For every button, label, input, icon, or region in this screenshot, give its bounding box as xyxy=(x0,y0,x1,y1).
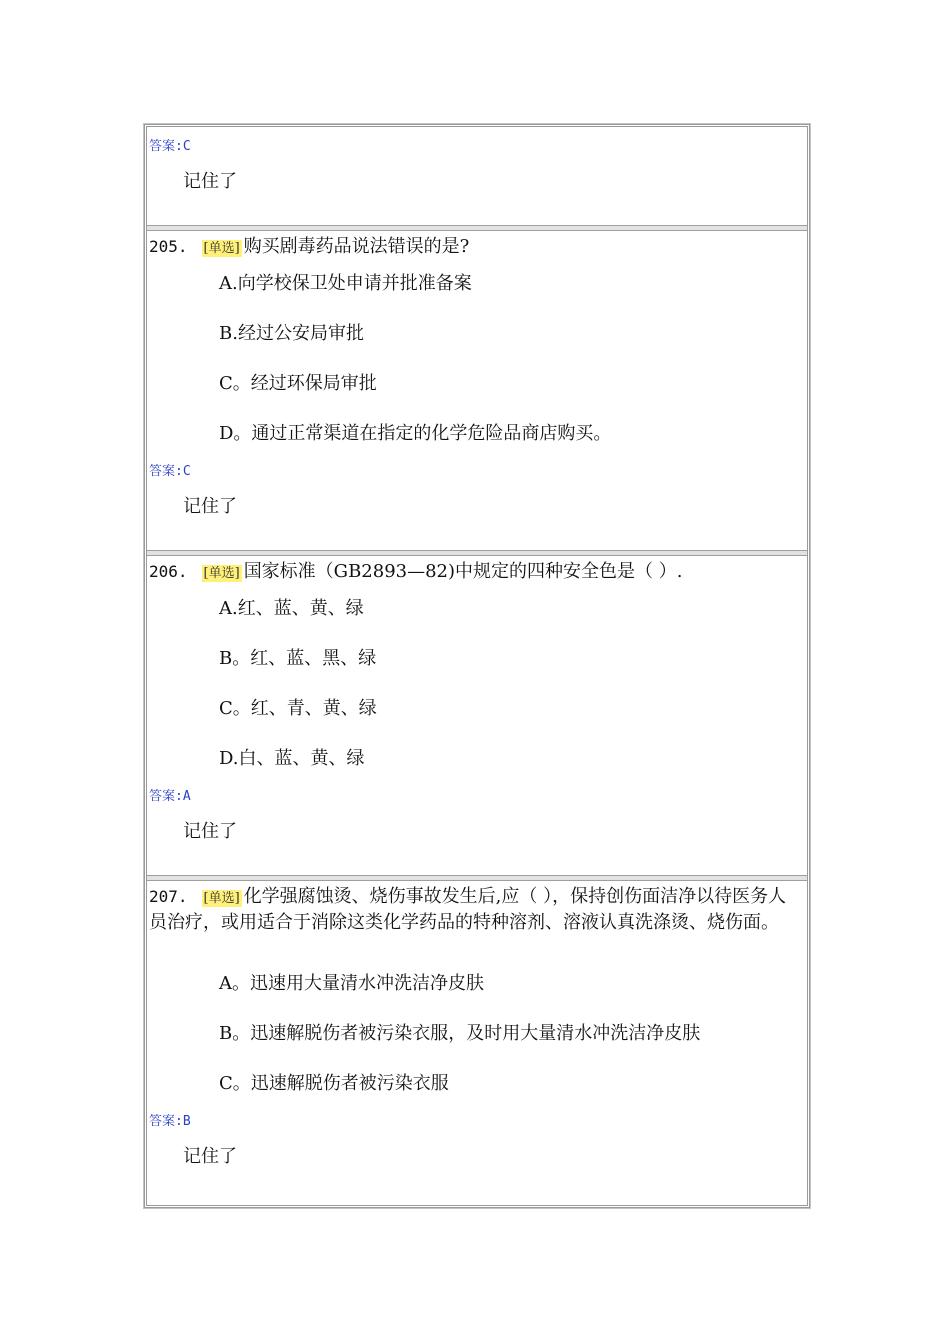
option-a[interactable]: A。迅速用大量清水冲洗洁净皮肤 xyxy=(219,973,484,994)
option-c[interactable]: C。红、青、黄、绿 xyxy=(219,698,377,719)
option-b[interactable]: B。红、蓝、黑、绿 xyxy=(219,648,377,669)
question-number: 205. xyxy=(149,237,188,256)
question-text: 购买剧毒药品说法错误的是? xyxy=(243,236,470,257)
question-number: 206. xyxy=(149,562,188,581)
question-206-stem xyxy=(149,560,803,586)
question-text: 国家标准（GB2893—82)中规定的四种安全色是（ ）. xyxy=(243,561,683,582)
answer-label: 答案:A xyxy=(149,789,191,804)
option-d[interactable]: D.白、蓝、黄、绿 xyxy=(219,748,365,769)
option-c[interactable]: C。迅速解脱伤者被污染衣服 xyxy=(219,1073,449,1094)
remember-link[interactable]: 记住了 xyxy=(183,171,237,192)
section-divider xyxy=(147,875,807,881)
remember-link[interactable]: 记住了 xyxy=(183,821,237,842)
question-type-tag: [单选] xyxy=(203,241,240,256)
question-205-stem xyxy=(149,235,803,261)
option-b[interactable]: B。迅速解脱伤者被污染衣服，及时用大量清水冲洗洁净皮肤 xyxy=(219,1023,701,1044)
remember-link[interactable]: 记住了 xyxy=(183,496,237,517)
question-type-tag: [单选] xyxy=(203,566,240,581)
answer-label: 答案:C xyxy=(149,139,191,154)
section-divider xyxy=(147,550,807,556)
question-list-frame xyxy=(144,124,810,1208)
option-c[interactable]: C。经过环保局审批 xyxy=(219,373,377,394)
question-number: 207. xyxy=(149,887,188,906)
remember-link[interactable]: 记住了 xyxy=(183,1146,237,1167)
option-a[interactable]: A.向学校保卫处申请并批准备案 xyxy=(219,273,472,294)
section-divider xyxy=(147,225,807,231)
question-type-tag: [单选] xyxy=(203,891,240,906)
option-a[interactable]: A.红、蓝、黄、绿 xyxy=(219,598,364,619)
answer-label: 答案:B xyxy=(149,1114,191,1129)
question-207-stem xyxy=(149,885,803,935)
option-d[interactable]: D。通过正常渠道在指定的化学危险品商店购买。 xyxy=(219,423,612,444)
option-b[interactable]: B.经过公安局审批 xyxy=(219,323,364,344)
answer-label: 答案:C xyxy=(149,464,191,479)
question-text: 化学强腐蚀烫、烧伤事故发生后,应（ ），保持创伤面洁净以待医务人员治疗，或用适合于消除这类化学药品的特种溶剂、溶液认真洗涤烫、烧伤面。 xyxy=(149,886,787,933)
